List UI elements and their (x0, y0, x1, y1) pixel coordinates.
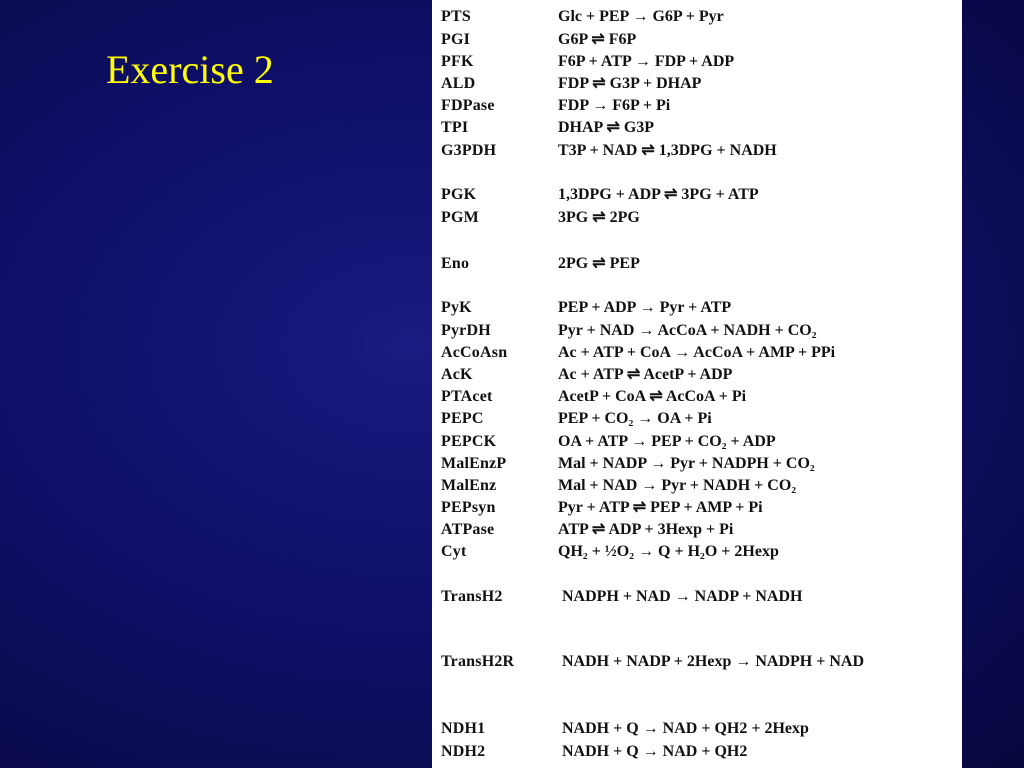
enzyme-name: NDH1 (441, 720, 486, 737)
enzyme-name: PEPCK (441, 433, 497, 450)
reaction-equation: Ac + ATP ⇌ AcetP + ADP (558, 366, 733, 383)
reaction-row (432, 184, 962, 206)
enzyme-name: TransH2 (441, 588, 503, 605)
enzyme-name: MalEnz (441, 477, 497, 494)
reaction-row (432, 475, 962, 497)
enzyme-name: AcK (441, 366, 473, 383)
enzyme-name: TransH2R (441, 653, 515, 670)
reaction-row (432, 140, 962, 162)
enzyme-name: PGM (441, 209, 479, 226)
reaction-row (432, 541, 962, 563)
reaction-row (432, 342, 962, 364)
enzyme-name: Eno (441, 255, 470, 272)
reaction-equation: F6P + ATP → FDP + ADP (558, 53, 735, 70)
reaction-row (432, 651, 962, 673)
enzyme-name: FDPase (441, 97, 495, 114)
reaction-equation: 2PG ⇌ PEP (558, 255, 640, 272)
reaction-row (432, 320, 962, 342)
reaction-equation: PEP + CO₂ → OA + Pi (558, 410, 712, 427)
enzyme-name: PFK (441, 53, 474, 70)
enzyme-name: PGI (441, 31, 471, 48)
reaction-equation: NADH + NADP + 2Hexp → NADPH + NAD (562, 653, 865, 670)
reaction-row (432, 297, 962, 319)
reaction-row (432, 497, 962, 519)
reaction-row (432, 207, 962, 229)
reaction-row (432, 253, 962, 275)
reaction-row (432, 95, 962, 117)
reaction-equation: Ac + ATP + CoA → AcCoA + AMP + PPi (558, 344, 836, 361)
reaction-equation: T3P + NAD ⇌ 1,3DPG + NADH (558, 142, 777, 159)
reaction-equation: DHAP ⇌ G3P (558, 119, 655, 136)
reaction-equation: PEP + ADP → Pyr + ATP (558, 299, 732, 316)
reaction-row (432, 718, 962, 740)
reaction-equation: FDP → F6P + Pi (558, 97, 671, 114)
reaction-equation: FDP ⇌ G3P + DHAP (558, 75, 702, 92)
reaction-equation: NADH + Q → NAD + QH2 + 2Hexp (562, 720, 809, 737)
slide-title: Exercise 2 (106, 47, 274, 92)
reaction-equation: Mal + NADP → Pyr + NADPH + CO₂ (558, 455, 815, 472)
reaction-equation: NADPH + NAD → NADP + NADH (562, 588, 803, 605)
enzyme-name: ALD (441, 75, 476, 92)
reaction-equation: NADH + Q → NAD + QH2 (562, 743, 748, 760)
enzyme-name: ATPase (441, 521, 495, 538)
reaction-equation: ATP ⇌ ADP + 3Hexp + Pi (558, 521, 734, 538)
reaction-row (432, 453, 962, 475)
reaction-row (432, 73, 962, 95)
reaction-row (432, 29, 962, 51)
enzyme-name: NDH2 (441, 743, 486, 760)
enzyme-name: PEPsyn (441, 499, 496, 516)
reaction-row (432, 431, 962, 453)
enzyme-name: PyrDH (441, 322, 491, 339)
enzyme-name: PEPC (441, 410, 484, 427)
enzyme-name: PGK (441, 186, 477, 203)
reaction-row (432, 519, 962, 541)
reaction-row (432, 386, 962, 408)
enzyme-name: AcCoAsn (441, 344, 508, 361)
enzyme-name: PTAcet (441, 388, 493, 405)
reaction-table (432, 0, 962, 768)
reaction-row (432, 741, 962, 763)
reaction-equation: OA + ATP → PEP + CO₂ + ADP (558, 433, 776, 450)
reaction-equation: QH₂ + ½O₂ → Q + H₂O + 2Hexp (558, 543, 779, 560)
reaction-row (432, 408, 962, 430)
enzyme-name: TPI (441, 119, 469, 136)
reaction-equation: Pyr + NAD → AcCoA + NADH + CO₂ (558, 322, 817, 339)
reaction-equation: 1,3DPG + ADP ⇌ 3PG + ATP (558, 186, 759, 203)
enzyme-name: G3PDH (441, 142, 497, 159)
enzyme-name: PTS (441, 8, 471, 25)
reaction-row (432, 364, 962, 386)
reaction-row (432, 51, 962, 73)
reaction-row (432, 6, 962, 28)
enzyme-name: MalEnzP (441, 455, 507, 472)
enzyme-name: PyK (441, 299, 472, 316)
enzyme-name: Cyt (441, 543, 467, 560)
reaction-row (432, 586, 962, 608)
reaction-equation: Glc + PEP → G6P + Pyr (558, 8, 724, 25)
reaction-equation: 3PG ⇌ 2PG (558, 209, 640, 226)
reaction-equation: Mal + NAD → Pyr + NADH + CO₂ (558, 477, 797, 494)
reaction-equation: G6P ⇌ F6P (558, 31, 637, 48)
reaction-row (432, 117, 962, 139)
reaction-equation: AcetP + CoA ⇌ AcCoA + Pi (558, 388, 747, 405)
reaction-equation: Pyr + ATP ⇌ PEP + AMP + Pi (558, 499, 763, 516)
